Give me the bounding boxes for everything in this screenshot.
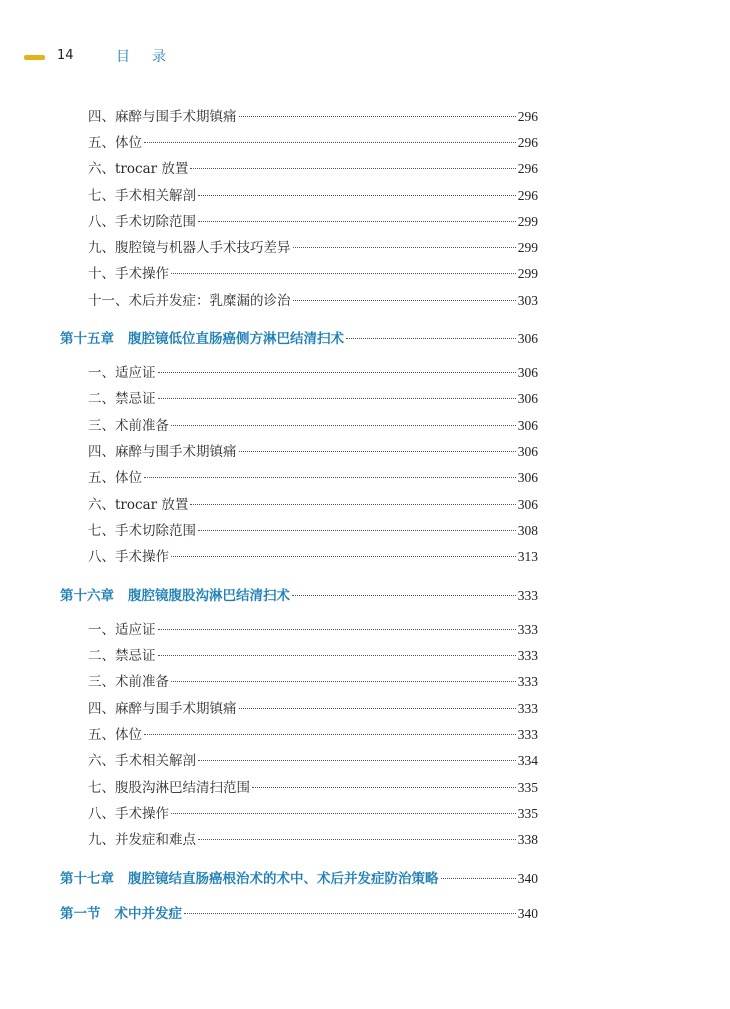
toc-item-row[interactable] [88,362,538,384]
dot-leader [239,116,516,117]
toc-item-row[interactable] [88,520,538,542]
toc-chapter-number: 第十七章 [60,871,114,887]
toc-chapter-title: 腹腔镜结直肠癌根治术的术中、术后并发症防治策略 [128,871,439,887]
toc-item-row[interactable] [88,388,538,410]
dot-leader [190,168,515,169]
toc-page-number: 306 [517,444,538,459]
toc-chapter-title: 腹腔镜腹股沟淋巴结清扫术 [128,588,290,604]
dot-leader [144,477,516,478]
toc-page-number: 333 [517,622,538,637]
dot-leader [144,142,516,143]
toc-item-row[interactable] [88,750,538,772]
toc-item-row[interactable] [88,467,538,489]
toc-page-number: 296 [517,135,538,150]
toc-item-row[interactable] [88,185,538,207]
toc-item-row[interactable] [88,158,538,180]
toc-item-row[interactable] [88,546,538,568]
toc-item-row[interactable] [88,106,538,128]
toc-page-number: 299 [517,214,538,229]
toc-chapter-number: 第十六章 [60,588,114,604]
header-accent-bar [24,55,45,60]
toc-entry-title: 十、手术操作 [88,266,169,282]
toc-item-row[interactable] [88,441,538,463]
dot-leader [198,760,516,761]
dot-leader [144,734,516,735]
toc-chapter-row[interactable] [60,903,538,925]
dot-leader [171,813,516,814]
dot-leader [346,338,516,339]
toc-chapter-row[interactable] [60,868,538,890]
dot-leader [190,504,515,505]
toc-page-number: 296 [517,109,538,124]
toc-item-row[interactable] [88,132,538,154]
toc-entry-title [60,328,344,350]
toc-entry-title: 七、手术切除范围 [88,523,196,539]
dot-leader [198,221,516,222]
toc-entry-title [60,903,182,925]
toc-page-number: 306 [517,391,538,406]
toc-item-row[interactable] [88,671,538,693]
toc-item-row[interactable] [88,803,538,825]
dot-leader [198,530,516,531]
dot-leader [171,681,516,682]
toc-page-number: 306 [517,418,538,433]
toc-item-row[interactable] [88,777,538,799]
toc-item-row[interactable] [88,415,538,437]
dot-leader [158,629,516,630]
toc-entry-title: 一、适应证 [88,365,156,381]
toc-entry-title: 二、禁忌证 [88,648,156,664]
toc-page-number: 334 [517,753,538,768]
dot-leader [441,878,516,879]
toc-entry-title: 六、trocar 放置 [88,497,189,513]
toc-page-number: 340 [517,906,538,921]
dot-leader [292,595,516,596]
toc-chapter-row[interactable] [60,585,538,607]
toc-page-number: 338 [517,832,538,847]
toc-page-number: 335 [517,806,538,821]
toc-item-row[interactable] [88,290,538,312]
dot-leader [158,398,516,399]
toc-page-number: 333 [517,674,538,689]
toc-page-number: 306 [517,497,538,512]
dot-leader [158,372,516,373]
toc-item-row[interactable] [88,619,538,641]
toc-entry-title: 九、腹腔镜与机器人手术技巧差异 [88,240,291,256]
toc-entry-title: 五、体位 [88,135,142,151]
page-header [0,46,730,70]
dot-leader [293,300,516,301]
toc-page-number: 335 [517,780,538,795]
toc-entry-title: 五、体位 [88,470,142,486]
dot-leader [198,195,516,196]
toc-item-row[interactable] [88,698,538,720]
toc-chapter-row[interactable] [60,328,538,350]
toc-entry-title: 四、麻醉与围手术期镇痛 [88,109,237,125]
toc-page-number: 333 [517,727,538,742]
toc-entry-title: 五、体位 [88,727,142,743]
dot-leader [239,451,516,452]
toc-entry-title: 十一、术后并发症：乳糜漏的诊治 [88,293,291,309]
toc-item-row[interactable] [88,211,538,233]
toc-entry-title: 六、手术相关解剖 [88,753,196,769]
page-number: 14 [57,48,74,63]
toc-chapter-number: 第一节 [60,906,101,922]
toc-entry-title: 一、适应证 [88,622,156,638]
toc-entry-title: 七、腹股沟淋巴结清扫范围 [88,780,250,796]
header-title: 目录 [116,49,188,65]
toc-page-number: 340 [517,871,538,886]
toc-item-row[interactable] [88,263,538,285]
toc-item-row[interactable] [88,494,538,516]
toc-item-row[interactable] [88,724,538,746]
dot-leader [198,839,516,840]
toc-entry-title: 八、手术操作 [88,806,169,822]
toc-page-number: 296 [517,188,538,203]
toc-page-number: 333 [517,588,538,603]
toc-entry-title: 四、麻醉与围手术期镇痛 [88,444,237,460]
dot-leader [184,913,516,914]
toc-page-number: 333 [517,648,538,663]
dot-leader [252,787,516,788]
toc-chapter-number: 第十五章 [60,331,114,347]
toc-entry-title: 三、术前准备 [88,418,169,434]
toc-entry-title: 四、麻醉与围手术期镇痛 [88,701,237,717]
toc-item-row[interactable] [88,829,538,851]
toc-page-number: 296 [517,161,538,176]
toc-page-number: 303 [517,293,538,308]
toc-entry-title: 三、术前准备 [88,674,169,690]
toc-page-number: 308 [517,523,538,538]
toc-page-number: 333 [517,701,538,716]
toc-entry-title: 八、手术切除范围 [88,214,196,230]
toc-entry-title: 八、手术操作 [88,549,169,565]
toc-item-row[interactable] [88,237,538,259]
dot-leader [171,556,516,557]
dot-leader [158,655,516,656]
toc-page-number: 299 [517,240,538,255]
toc-entry-title: 七、手术相关解剖 [88,188,196,204]
toc-page-number: 299 [517,266,538,281]
dot-leader [293,247,516,248]
toc-entry-title [60,585,290,607]
dot-leader [171,273,516,274]
toc-page-number: 313 [517,549,538,564]
toc-chapter-title: 术中并发症 [114,906,182,922]
toc-chapter-title: 腹腔镜低位直肠癌侧方淋巴结清扫术 [128,331,344,347]
toc-entry-title: 二、禁忌证 [88,391,156,407]
toc-entry-title: 六、trocar 放置 [88,161,189,177]
dot-leader [239,708,516,709]
dot-leader [171,425,516,426]
toc-entry-title [60,868,439,890]
toc-entry-title: 九、并发症和难点 [88,832,196,848]
toc-page-number: 306 [517,365,538,380]
toc-page-number: 306 [517,331,538,346]
toc-item-row[interactable] [88,645,538,667]
toc-page-number: 306 [517,470,538,485]
